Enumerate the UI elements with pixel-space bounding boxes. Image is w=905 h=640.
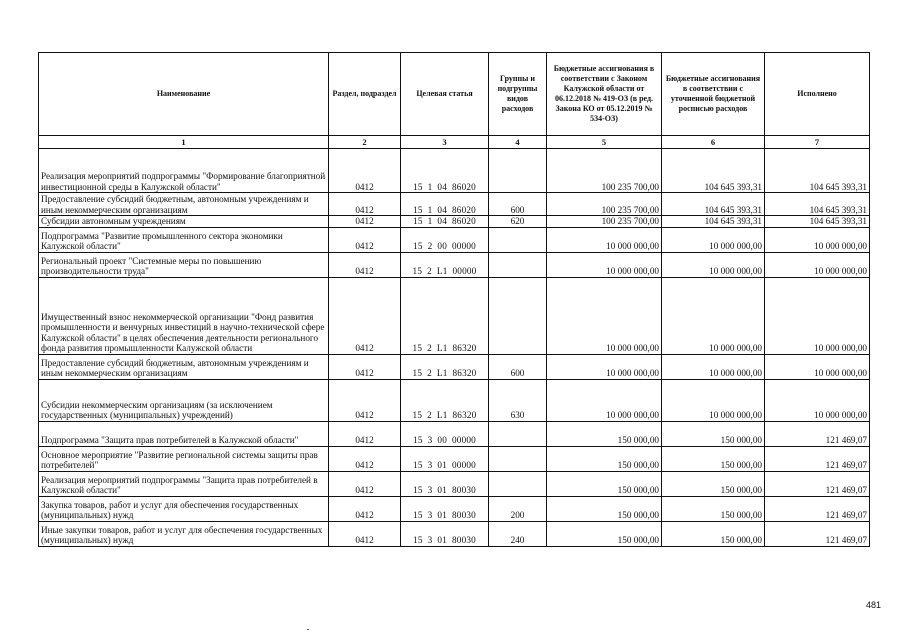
header-executed: Исполнено <box>765 53 870 136</box>
row-name: Субсидии автономным учреждениям <box>39 216 329 228</box>
table-row <box>39 521 870 546</box>
header-budget-allocation: Бюджетные ассигнования в соответствии с уточненной бюджетной росписью расходов <box>662 53 765 136</box>
row-budget-amount: 104 645 393,31 <box>662 216 765 228</box>
budget-document <box>38 52 869 547</box>
row-section: 0412 <box>329 227 401 252</box>
row-law-amount: 150 000,00 <box>547 421 662 446</box>
row-target: 15 3 01 00000 <box>401 446 489 471</box>
row-budget-amount: 104 645 393,31 <box>662 193 765 216</box>
row-executed-amount: 10 000 000,00 <box>765 277 870 354</box>
header-row <box>39 53 870 136</box>
scan-speck <box>307 629 309 630</box>
row-group <box>489 149 547 193</box>
row-section: 0412 <box>329 149 401 193</box>
row-executed-amount: 104 645 393,31 <box>765 216 870 228</box>
row-section: 0412 <box>329 421 401 446</box>
row-law-amount: 10 000 000,00 <box>547 252 662 277</box>
table-row <box>39 471 870 496</box>
table-row <box>39 277 870 354</box>
column-number: 7 <box>765 136 870 149</box>
row-name: Предоставление субсидий бюджетным, автономным учреждениям и иным некоммерческим организациям <box>39 193 329 216</box>
row-law-amount: 10 000 000,00 <box>547 227 662 252</box>
row-executed-amount: 10 000 000,00 <box>765 379 870 421</box>
table-row <box>39 496 870 521</box>
row-executed-amount: 121 469,07 <box>765 521 870 546</box>
table-row <box>39 446 870 471</box>
row-budget-amount: 10 000 000,00 <box>662 354 765 379</box>
row-law-amount: 100 235 700,00 <box>547 193 662 216</box>
row-law-amount: 100 235 700,00 <box>547 216 662 228</box>
column-number: 2 <box>329 136 401 149</box>
row-budget-amount: 150 000,00 <box>662 421 765 446</box>
row-name: Субсидии некоммерческим организациям (за исключением государственных (муниципальных) учреждений) <box>39 379 329 421</box>
column-number: 1 <box>39 136 329 149</box>
header-name: Наименование <box>39 53 329 136</box>
row-group <box>489 252 547 277</box>
row-section: 0412 <box>329 354 401 379</box>
row-name: Закупка товаров, работ и услуг для обеспечения государственных (муниципальных) нужд <box>39 496 329 521</box>
row-law-amount: 10 000 000,00 <box>547 354 662 379</box>
column-number: 4 <box>489 136 547 149</box>
row-group <box>489 471 547 496</box>
row-law-amount: 150 000,00 <box>547 446 662 471</box>
column-number: 5 <box>547 136 662 149</box>
row-budget-amount: 10 000 000,00 <box>662 379 765 421</box>
row-name: Имущественный взнос некоммерческой организации "Фонд развития промышленности и венчурных инвестиций в научно-технической сфере Калужской области" в целях обеспечения деятельности регионального фонда развития промышленности Калужской области <box>39 277 329 354</box>
header-law-allocation: Бюджетные ассигнования в соответствии с Законом Калужской области от 06.12.2018 № 419-ОЗ (в ред. Закона КО от 05.12.2019 № 534-ОЗ) <box>547 53 662 136</box>
row-law-amount: 10 000 000,00 <box>547 277 662 354</box>
table-row <box>39 149 870 193</box>
row-executed-amount: 121 469,07 <box>765 496 870 521</box>
row-executed-amount: 121 469,07 <box>765 471 870 496</box>
row-target: 15 1 04 86020 <box>401 193 489 216</box>
row-section: 0412 <box>329 471 401 496</box>
row-section: 0412 <box>329 379 401 421</box>
header-section: Раздел, подраздел <box>329 53 401 136</box>
column-number-row <box>39 136 870 149</box>
row-target: 15 2 L1 86320 <box>401 379 489 421</box>
row-budget-amount: 150 000,00 <box>662 446 765 471</box>
row-budget-amount: 150 000,00 <box>662 496 765 521</box>
row-name: Подпрограмма "Развитие промышленного сектора экономики Калужской области" <box>39 227 329 252</box>
row-section: 0412 <box>329 446 401 471</box>
table-row <box>39 252 870 277</box>
row-target: 15 3 01 80030 <box>401 471 489 496</box>
row-target: 15 2 00 00000 <box>401 227 489 252</box>
row-group: 200 <box>489 496 547 521</box>
row-name: Иные закупки товаров, работ и услуг для обеспечения государственных (муниципальных) нужд <box>39 521 329 546</box>
row-name: Реализация мероприятий подпрограммы "Формирование благоприятной инвестиционной среды в Калужской области" <box>39 149 329 193</box>
row-target: 15 2 L1 86320 <box>401 277 489 354</box>
row-section: 0412 <box>329 252 401 277</box>
row-section: 0412 <box>329 521 401 546</box>
row-law-amount: 150 000,00 <box>547 471 662 496</box>
row-group <box>489 421 547 446</box>
row-law-amount: 150 000,00 <box>547 521 662 546</box>
row-name: Реализация мероприятий подпрограммы "Защита прав потребителей в Калужской области" <box>39 471 329 496</box>
row-executed-amount: 104 645 393,31 <box>765 149 870 193</box>
row-target: 15 2 L1 00000 <box>401 252 489 277</box>
row-budget-amount: 150 000,00 <box>662 521 765 546</box>
row-executed-amount: 104 645 393,31 <box>765 193 870 216</box>
budget-table <box>38 52 870 547</box>
row-target: 15 3 01 80030 <box>401 521 489 546</box>
table-row <box>39 379 870 421</box>
row-target: 15 3 00 00000 <box>401 421 489 446</box>
row-target: 15 3 01 80030 <box>401 496 489 521</box>
row-section: 0412 <box>329 216 401 228</box>
row-group <box>489 446 547 471</box>
table-row <box>39 421 870 446</box>
row-name: Основное мероприятие "Развитие региональной системы защиты прав потребителей" <box>39 446 329 471</box>
column-number: 6 <box>662 136 765 149</box>
row-law-amount: 100 235 700,00 <box>547 149 662 193</box>
table-row <box>39 193 870 216</box>
row-law-amount: 10 000 000,00 <box>547 379 662 421</box>
header-target: Целевая статья <box>401 53 489 136</box>
row-executed-amount: 121 469,07 <box>765 446 870 471</box>
row-executed-amount: 10 000 000,00 <box>765 227 870 252</box>
row-executed-amount: 10 000 000,00 <box>765 354 870 379</box>
column-number: 3 <box>401 136 489 149</box>
row-name: Подпрограмма "Защита прав потребителей в Калужской области" <box>39 421 329 446</box>
page-number: 481 <box>866 600 882 610</box>
row-group: 620 <box>489 216 547 228</box>
table-row <box>39 354 870 379</box>
row-budget-amount: 10 000 000,00 <box>662 277 765 354</box>
row-name: Региональный проект "Системные меры по повышению производительности труда" <box>39 252 329 277</box>
row-name: Предоставление субсидий бюджетным, автономным учреждениям и иным некоммерческим организациям <box>39 354 329 379</box>
row-section: 0412 <box>329 277 401 354</box>
row-target: 15 1 04 86020 <box>401 149 489 193</box>
row-section: 0412 <box>329 193 401 216</box>
table-row <box>39 216 870 228</box>
row-group <box>489 277 547 354</box>
row-law-amount: 150 000,00 <box>547 496 662 521</box>
table-row <box>39 227 870 252</box>
row-executed-amount: 10 000 000,00 <box>765 252 870 277</box>
row-target: 15 2 L1 86320 <box>401 354 489 379</box>
row-group <box>489 227 547 252</box>
row-group: 630 <box>489 379 547 421</box>
header-group: Группы и подгруппы видов расходов <box>489 53 547 136</box>
row-group: 240 <box>489 521 547 546</box>
row-budget-amount: 10 000 000,00 <box>662 252 765 277</box>
row-section: 0412 <box>329 496 401 521</box>
row-budget-amount: 104 645 393,31 <box>662 149 765 193</box>
row-executed-amount: 121 469,07 <box>765 421 870 446</box>
row-target: 15 1 04 86020 <box>401 216 489 228</box>
row-group: 600 <box>489 354 547 379</box>
row-budget-amount: 10 000 000,00 <box>662 227 765 252</box>
row-budget-amount: 150 000,00 <box>662 471 765 496</box>
row-group: 600 <box>489 193 547 216</box>
